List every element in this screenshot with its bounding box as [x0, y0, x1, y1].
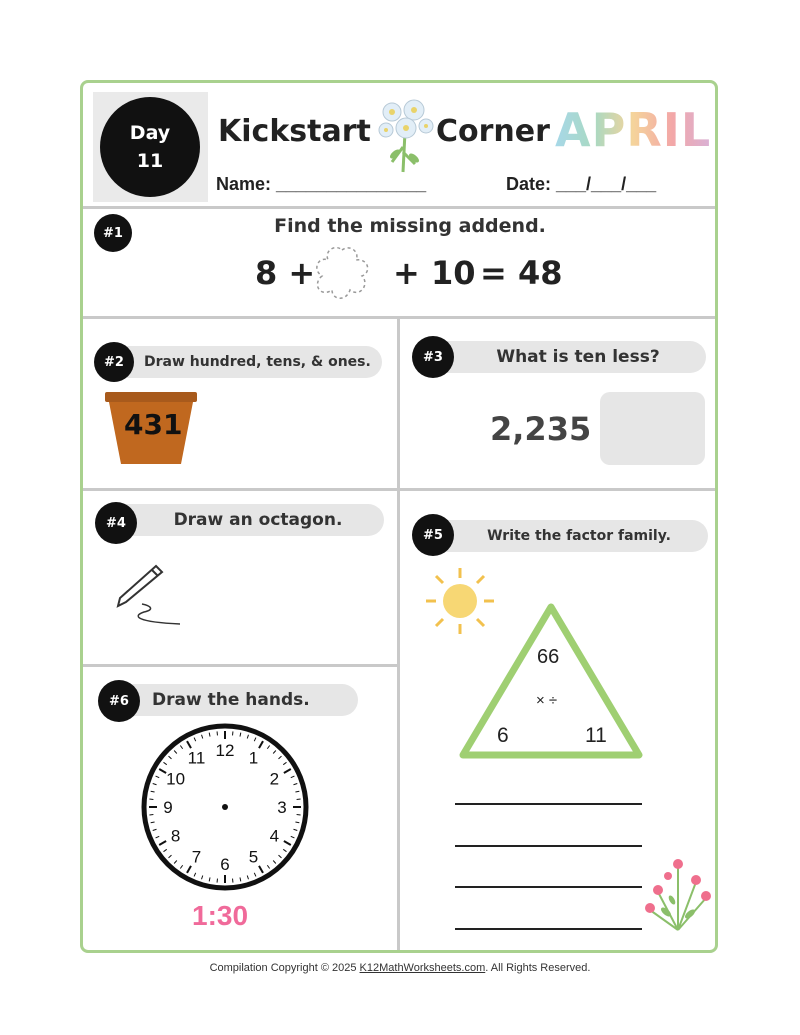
q3-badge	[412, 336, 454, 378]
answer-flower-shape[interactable]	[310, 244, 374, 302]
answer-line-1[interactable]	[455, 803, 642, 805]
date-field[interactable]: Date: ___/___/___	[506, 174, 657, 194]
clock-number: 3	[277, 798, 287, 817]
q2-number: #2	[104, 354, 124, 370]
day-badge	[100, 97, 200, 197]
q6-number: #6	[109, 693, 129, 709]
month-title	[555, 103, 711, 157]
q1-term1: 8 +	[255, 254, 316, 292]
q4-badge	[95, 502, 137, 544]
q3-number: #3	[423, 349, 443, 365]
q4-pill	[112, 504, 384, 536]
month-text: APRIL	[555, 103, 712, 157]
q3-pill	[430, 341, 706, 373]
q6-pill	[112, 684, 358, 716]
footer-link[interactable]: K12MathWorksheets.com	[359, 962, 486, 974]
q2-prompt: Draw hundred, tens, & ones.	[144, 354, 371, 370]
q6-badge	[98, 680, 140, 722]
q1-term2: + 10	[393, 254, 476, 292]
q3-value: 2,235	[490, 410, 592, 448]
clock-number: 8	[170, 826, 181, 846]
q2-badge	[94, 342, 134, 382]
daisy-flower-icon	[370, 92, 440, 174]
q5-number: #5	[423, 527, 443, 543]
clock-number: 6	[220, 855, 230, 874]
clock-number: 12	[215, 741, 235, 760]
q4-prompt: Draw an octagon.	[173, 510, 343, 530]
answer-line-2[interactable]	[455, 845, 642, 847]
triangle-top-number: 66	[537, 646, 560, 668]
q6-prompt: Draw the hands.	[152, 690, 310, 710]
divider-row2	[83, 488, 715, 491]
title-kickstart: Kickstart	[218, 114, 371, 149]
day-number: 11	[136, 150, 164, 172]
answer-line-3[interactable]	[455, 886, 642, 888]
clock-number: 5	[248, 847, 259, 867]
q5-badge	[412, 514, 454, 556]
answer-line-4[interactable]	[455, 928, 642, 930]
q1-number: #1	[103, 225, 123, 241]
factor-triangle	[458, 602, 644, 760]
q5-prompt: Write the factor family.	[487, 528, 671, 544]
footer-text-before: Compilation Copyright © 2025	[209, 962, 360, 974]
q1-badge	[94, 214, 132, 252]
divider-row3-left	[83, 664, 398, 667]
divider-header	[83, 206, 715, 209]
clock-face[interactable]	[140, 722, 310, 892]
footer-copyright	[0, 962, 800, 974]
q1-equals: =	[480, 254, 507, 292]
footer-text-after: . All Rights Reserved.	[485, 962, 591, 974]
title-corner: Corner	[436, 114, 550, 149]
triangle-right-number: 11	[585, 724, 607, 747]
target-time: 1:30	[192, 900, 249, 931]
pencil-icon	[112, 560, 186, 630]
q2-value: 431	[124, 408, 183, 441]
clock-number: 4	[269, 826, 280, 846]
divider-vertical	[397, 318, 400, 950]
q3-answer-box[interactable]	[600, 392, 705, 465]
clock-number: 2	[269, 769, 280, 789]
q1-result: 48	[518, 254, 563, 292]
clock-number: 1	[248, 748, 259, 768]
clock-number: 9	[163, 798, 173, 817]
name-field[interactable]: Name: _______________	[216, 174, 427, 194]
q2-pill	[112, 346, 382, 378]
q3-prompt: What is ten less?	[496, 347, 660, 367]
q4-number: #4	[106, 515, 126, 531]
clock-number: 7	[191, 847, 202, 867]
triangle-left-number: 6	[497, 724, 509, 747]
triangle-operations: × ÷	[536, 692, 558, 709]
q1-prompt: Find the missing addend.	[274, 215, 546, 237]
clock-number: 10	[166, 769, 186, 789]
day-label: Day	[129, 122, 171, 144]
pink-flowers-icon	[638, 852, 714, 932]
q5-pill	[430, 520, 708, 552]
clock-number: 11	[187, 748, 206, 768]
